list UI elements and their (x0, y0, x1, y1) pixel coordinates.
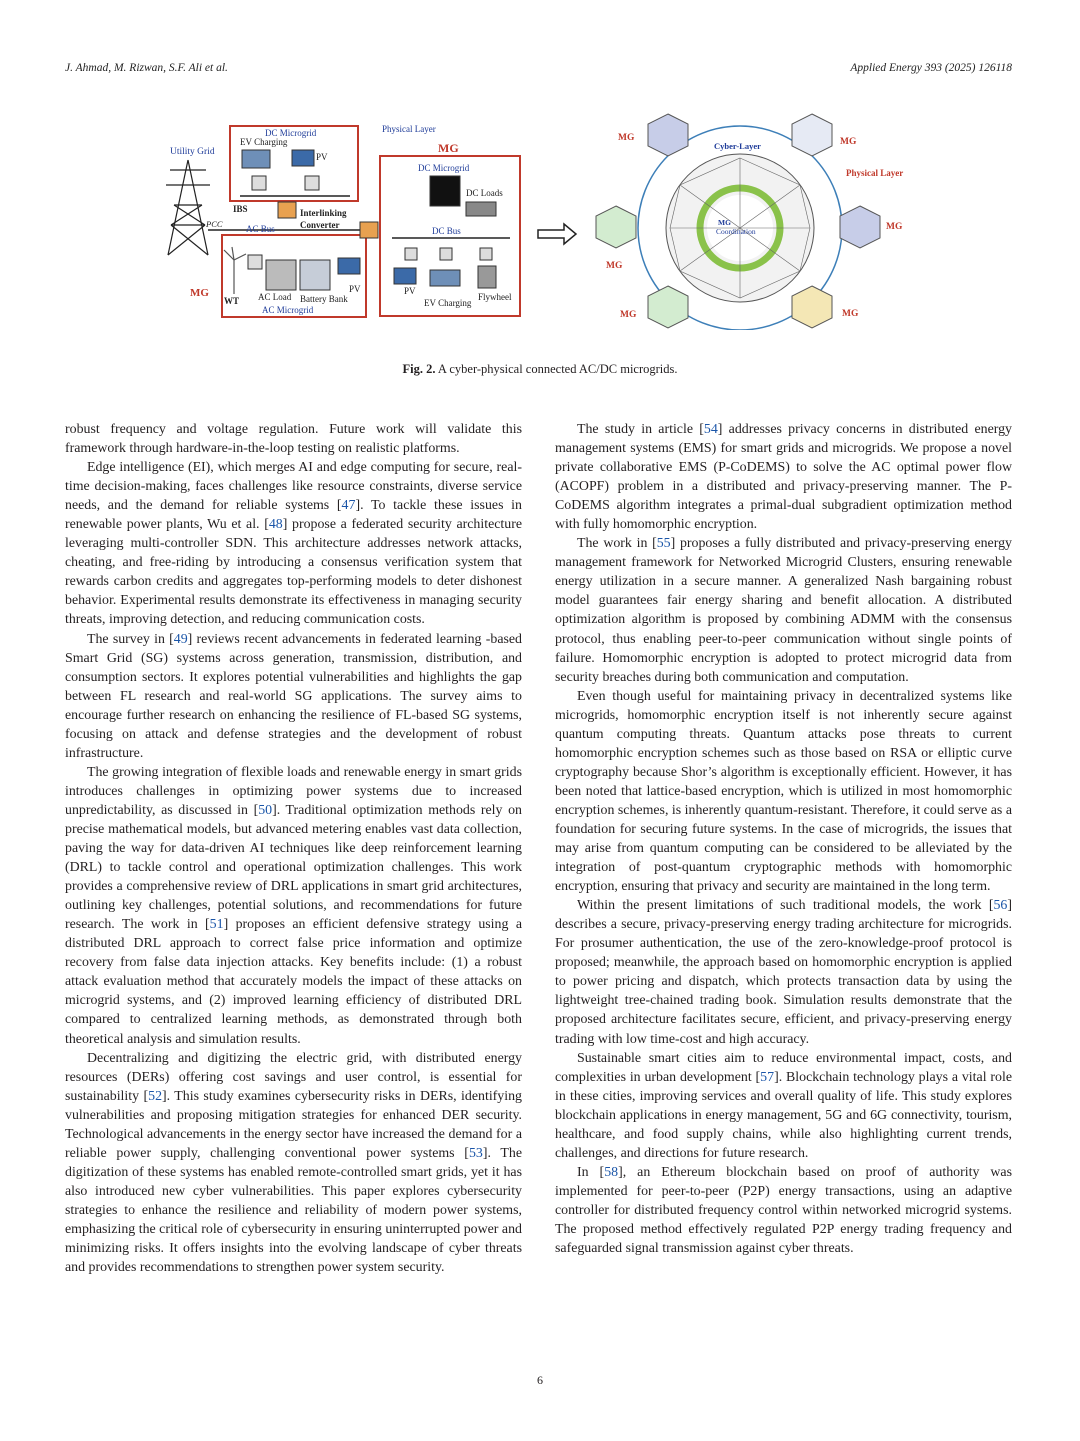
citation-link[interactable]: 50 (258, 802, 273, 818)
label-utility-grid: Utility Grid (170, 147, 215, 157)
flywheel-icon (478, 266, 496, 288)
running-header (65, 62, 1012, 80)
converter-icon (248, 255, 262, 269)
label-physical-layer-right: Physical Layer (846, 168, 904, 178)
mg-node-bottom-right (792, 286, 832, 328)
label-dc-microgrid-top: DC Microgrid (265, 128, 317, 138)
converter-icon (405, 248, 417, 260)
label-ev-charging-top: EV Charging (240, 137, 288, 147)
label-physical-layer-left: Physical Layer (382, 124, 436, 134)
paragraph: Edge intelligence (EI), which merges AI and edge computing for secure, real-time decision-making, faces challenges like resource constraints, diverse service needs, and the demand for reliable systems [47]. To tackle these issues in renewable power plants, Wu et al. [48] propose a federated security architecture leveraging multi-controller SDN. This architecture addresses network attacks, cheating, and free-riding by introducing a consensus verification system that rewards carbon credits and aggregates top-performing models to deter dishonest behavior. Experimental results demonstrate its effectiveness in managing security threats, improving detection, and reducing communication costs. (65, 460, 522, 628)
solar-panel-icon (394, 268, 416, 284)
figure-diagram (160, 110, 920, 330)
label-mg: MG (618, 133, 635, 143)
interlinking-converter-icon (360, 222, 378, 238)
citation-link[interactable]: 53 (468, 1145, 483, 1161)
label-mg-left: MG (190, 287, 209, 299)
label-interlinking: Interlinking (300, 208, 347, 218)
mg-node-right (840, 206, 880, 248)
paragraph: robust frequency and voltage regulation. Future work will validate this framework through hardware-in-the-loop testing on realistic platforms. (65, 422, 522, 457)
paragraph: Decentralizing and digitizing the electric grid, with distributed energy resources (DERs) offering cost savings and user control, is essential for sustainability [52]. This study examines cybersecurity risks in DERs, identifying vulnerabilities and proposing mitigation strategies for enhanced DER security. Technological advancements in the energy sector have increased the demand for a reliable power supply, challenging conventional power systems [53]. The digitization of these systems has enabled remote-controlled smart grids, yet it has also introduced new cyber vulnerabilities. This paper explores cybersecurity strategies to enhance the resilience and reliability of modern power systems, emphasizing the critical role of cybersecurity in ensuring uninterrupted power and minimizing risks. It offers insights into the evolving landscape of cyber threats and provides recommendations to strengthen power system security. (65, 1050, 523, 1276)
label-dc-loads: DC Loads (466, 188, 503, 198)
battery-bank-icon (300, 260, 330, 290)
converter-icon (480, 248, 492, 260)
figure-caption (0, 362, 1080, 377)
header-journal: Applied Energy 393 (2025) 126118 (850, 62, 1012, 74)
header-authors: J. Ahmad, M. Rizwan, S.F. Ali et al. (65, 62, 228, 74)
label-dc-bus: DC Bus (432, 226, 461, 236)
converter-icon (252, 176, 266, 190)
paragraph: The study in article [54] addresses privacy concerns in distributed energy management systems (EMS) for smart grids and microgrids. We propose a novel private collaborative EMS (P-CoDEMS) to solve the AC optimal power flow (ACOPF) problem in a distributed and privacy-preserving manner. The P-CoDEMS algorithm integrates a primal-dual subgradient optimization method with fully homomorphic encryption. (555, 422, 1013, 533)
citation-link[interactable]: 55 (656, 536, 671, 552)
label-ac-bus: AC Bus (246, 224, 275, 234)
label-dc-microgrid-right: DC Microgrid (418, 163, 470, 173)
citation-link[interactable]: 58 (604, 1164, 619, 1180)
label-pcc: PCC (206, 219, 223, 229)
label-wt: WT (224, 296, 240, 306)
mg-node-top-left (648, 114, 688, 156)
right-column (555, 420, 1012, 1258)
paragraph: The growing integration of flexible loads and renewable energy in smart grids introduces challenges in optimizing power systems due to increased unpredictability, as discussed in [50]. Traditional optimization methods rely on precise mathematical models, but advanced metering enables vast data collection, paving the way for data-driven AI techniques like deep reinforcement learning (DRL) to tackle control and operational optimization challenges. This work provides a comprehensive review of DRL applications in smart grid architectures, outlining key challenges, potential solutions, and recommendations for future research. The work in [51] proposes an efficient defensive strategy using a distributed DRL approach to correct false price information and optimize recovery from false data injection attacks. Key benefits include: (1) a robust attack evaluation method that accurately models the impact of these attacks on microgrid systems, and (2) improved learning efficiency of distributed DRL compared to centralized learning methods, as demonstrated through both theoretical analysis and simulation results. (65, 764, 522, 1047)
solar-panel-icon (338, 258, 360, 274)
label-mg: MG (606, 261, 623, 271)
label-mg: MG (886, 222, 903, 232)
label-pv-top: PV (316, 152, 328, 162)
dc-load-screen-icon (430, 176, 460, 206)
converter-icon (305, 176, 319, 190)
ev-car-icon (242, 150, 270, 168)
citation-link[interactable]: 57 (760, 1069, 775, 1085)
caption-label: Fig. 2. (402, 362, 436, 376)
citation-link[interactable]: 52 (148, 1088, 163, 1104)
interlinking-converter-icon (278, 202, 296, 218)
page-number: 6 (537, 1373, 543, 1387)
citation-link[interactable]: 48 (268, 517, 283, 533)
left-column (65, 420, 522, 1277)
converter-icon (440, 248, 452, 260)
label-ac-load: AC Load (258, 292, 292, 302)
label-ibs: IBS (233, 204, 248, 214)
citation-link[interactable]: 51 (209, 917, 224, 933)
solar-panel-icon (292, 150, 314, 166)
ev-car-icon (430, 270, 460, 286)
label-ev-charging-dc: EV Charging (424, 298, 472, 308)
label-mg-coordination-2: Coordination (716, 227, 756, 236)
citation-link[interactable]: 47 (341, 498, 356, 514)
label-pv-dc: PV (404, 286, 416, 296)
label-mg: MG (620, 310, 637, 320)
dc-load-device-icon (466, 202, 496, 216)
citation-link[interactable]: 56 (993, 898, 1008, 914)
label-battery-bank: Battery Bank (300, 294, 348, 304)
figure-cyber-physical-microgrids (160, 110, 920, 330)
paragraph: Even though useful for maintaining privacy in decentralized systems like microgrids, homomorphic encryption itself is not inherently secure against quantum computing threats. Quantum attacks pose threats to current homomorphic encryption schemes such as those based on RSA or elliptic curve cryptography because Shor’s algorithm is exceptionally efficient. However, it has been noted that lattice-based encryption, which is utilized in most homomorphic encryption schemes, is inherently quantum-resistant. Therefore, it could serve as a foundation for securing future systems. In the case of microgrids, the issues that may arise from quantum computing can be considered to be alleviated by the integration of post-quantum cryptographic methods with homomorphic encryption, ensuring that privacy and security are maintained in the long term. (555, 688, 1012, 895)
utility-tower-icon (166, 160, 210, 255)
ac-load-icon (266, 260, 296, 290)
paragraph: The work in [55] proposes a fully distributed and privacy-preserving energy management framework for Networked Microgrid Clusters, ensuring renewable energy utilization in a secure manner. A generalized Nash bargaining robust model guarantees fair energy sharing and benefit allocation. A distributed optimization algorithm is proposed by combining ADMM with the consensus protocol, thus enabling peer-to-peer communication without single points of failure. Homomorphic encryption is adopted to protect microgrid data from security breaches during both communication and computation. (555, 536, 1012, 685)
label-mg: MG (840, 137, 857, 147)
paragraph: Within the present limitations of such traditional models, the work [56] describes a secure, privacy-preserving energy trading architecture for microgrids. For prosumer authentication, the use of the zero-knowledge-proof protocol is proposed; meanwhile, the approach based on homomorphic encryption is applied to power pricing and dispatch, which protects transaction data by using the lightweight tree-chained trading book. Simulation results demonstrate that the proposed architecture facilitates secure, efficient, and privacy-preserving energy trading with low time-cost and high accuracy. (555, 898, 1012, 1047)
label-flywheel: Flywheel (478, 292, 512, 302)
citation-link[interactable]: 49 (173, 631, 188, 647)
paragraph: The survey in [49] reviews recent advancements in federated learning -based Smart Grid (SG) systems across generation, transmission, distribution, and consumption sectors. It explores potential vulnerabilities and highlights the gap between FL research and real-world SG applications. The survey aims to encourage further research on enhancing the resilience of FL-based SG systems, focusing on attack and defense strategies and the development of robust infrastructure. (65, 631, 522, 761)
mg-node-top-right (792, 114, 832, 156)
citation-link[interactable]: 54 (703, 422, 718, 437)
paragraph: Sustainable smart cities aim to reduce environmental impact, costs, and complexities in urban development [57]. Blockchain technology plays a vital role in these cities, improving services and overall quality of life. This study explores blockchain applications in energy management, 5G and 6G connectivity, tourism, healthcare, and food supply chains, while also highlighting current trends, challenges, and directions for future research. (555, 1050, 1012, 1161)
label-cyber-layer: Cyber-Layer (714, 141, 761, 151)
paragraph: In [58], an Ethereum blockchain based on proof of authority was implemented for peer-to-peer (P2P) energy transactions, using an adaptive controller for distributed frequency control within networked microgrid systems. The proposed method effectively regulated P2P energy trading frequency and safeguarded signal transmission against cyber threats. (555, 1164, 1013, 1257)
label-converter: Converter (300, 220, 340, 230)
label-mg: MG (842, 309, 859, 319)
wind-turbine-icon (224, 247, 246, 294)
label-pv-ac: PV (349, 284, 361, 294)
label-ac-microgrid: AC Microgrid (262, 305, 314, 315)
label-mg-coordination-1: MG (718, 218, 731, 227)
arrow-right-icon (538, 224, 576, 244)
mg-node-left (596, 206, 636, 248)
label-mg-right: MG (438, 141, 459, 155)
mg-node-bottom-left (648, 286, 688, 328)
caption-text: A cyber-physical connected AC/DC microgrids. (437, 362, 678, 376)
